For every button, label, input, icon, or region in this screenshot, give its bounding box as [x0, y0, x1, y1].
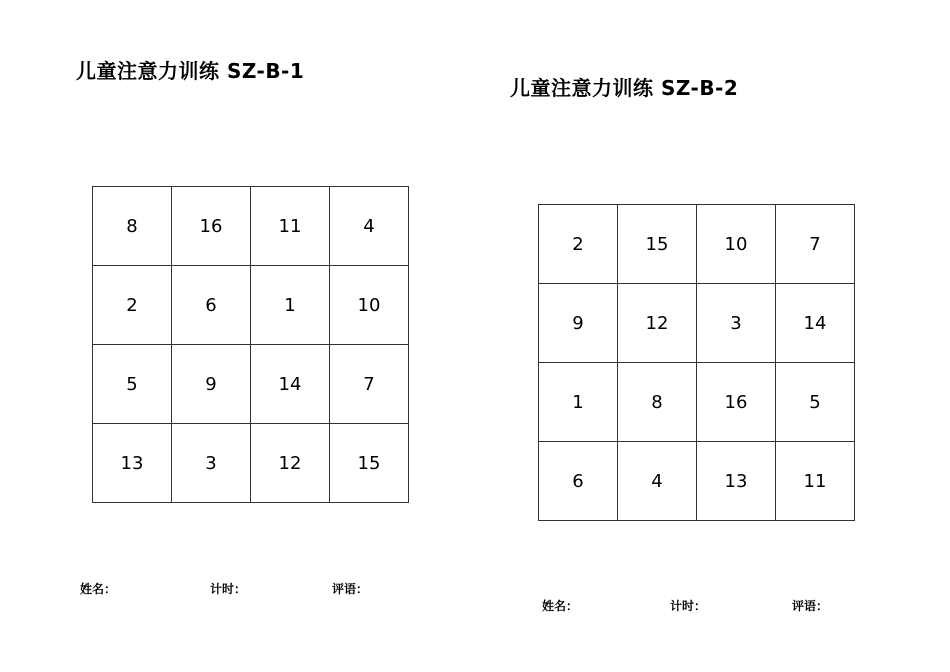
grid-cell: 7: [776, 205, 855, 284]
grid-cell: 3: [697, 284, 776, 363]
sheet-1-name-label: 姓名：: [80, 582, 117, 596]
sheet-2-number-grid: [538, 204, 855, 521]
grid-cell: 4: [618, 442, 697, 521]
grid-cell: 13: [697, 442, 776, 521]
grid-cell: 12: [251, 424, 330, 503]
grid-cell: 6: [172, 266, 251, 345]
grid-cell: 1: [251, 266, 330, 345]
grid-cell: 8: [618, 363, 697, 442]
grid-row: [539, 205, 855, 284]
grid-row: [93, 187, 409, 266]
sheet-2-name-label: 姓名：: [542, 599, 579, 613]
grid-cell: 15: [618, 205, 697, 284]
grid-cell: 10: [330, 266, 409, 345]
sheet-2-title: 儿童注意力训练 SZ-B-2: [510, 76, 739, 100]
grid-cell: 7: [330, 345, 409, 424]
sheet-1-comment-label: 评语：: [332, 582, 369, 596]
grid-cell: 3: [172, 424, 251, 503]
sheet-2-comment-label: 评语：: [792, 599, 829, 613]
grid-row: [539, 284, 855, 363]
grid-cell: 11: [776, 442, 855, 521]
sheet-1-title: 儿童注意力训练 SZ-B-1: [76, 59, 305, 83]
grid-row: [539, 442, 855, 521]
grid-cell: 13: [93, 424, 172, 503]
grid-cell: 5: [776, 363, 855, 442]
grid-cell: 1: [539, 363, 618, 442]
grid-row: [93, 424, 409, 503]
grid-cell: 14: [776, 284, 855, 363]
grid-cell: 9: [172, 345, 251, 424]
grid-cell: 10: [697, 205, 776, 284]
sheet-1-number-grid: [92, 186, 409, 503]
grid-row: [93, 266, 409, 345]
grid-cell: 16: [172, 187, 251, 266]
sheet-2-time-label: 计时：: [670, 599, 707, 613]
grid-cell: 15: [330, 424, 409, 503]
grid-cell: 11: [251, 187, 330, 266]
grid-row: [93, 345, 409, 424]
grid-cell: 5: [93, 345, 172, 424]
grid-cell: 8: [93, 187, 172, 266]
sheet-1-time-label: 计时：: [210, 582, 247, 596]
grid-row: [539, 363, 855, 442]
grid-cell: 16: [697, 363, 776, 442]
grid-cell: 14: [251, 345, 330, 424]
grid-cell: 9: [539, 284, 618, 363]
grid-cell: 2: [539, 205, 618, 284]
grid-cell: 12: [618, 284, 697, 363]
grid-cell: 2: [93, 266, 172, 345]
grid-cell: 6: [539, 442, 618, 521]
grid-cell: 4: [330, 187, 409, 266]
